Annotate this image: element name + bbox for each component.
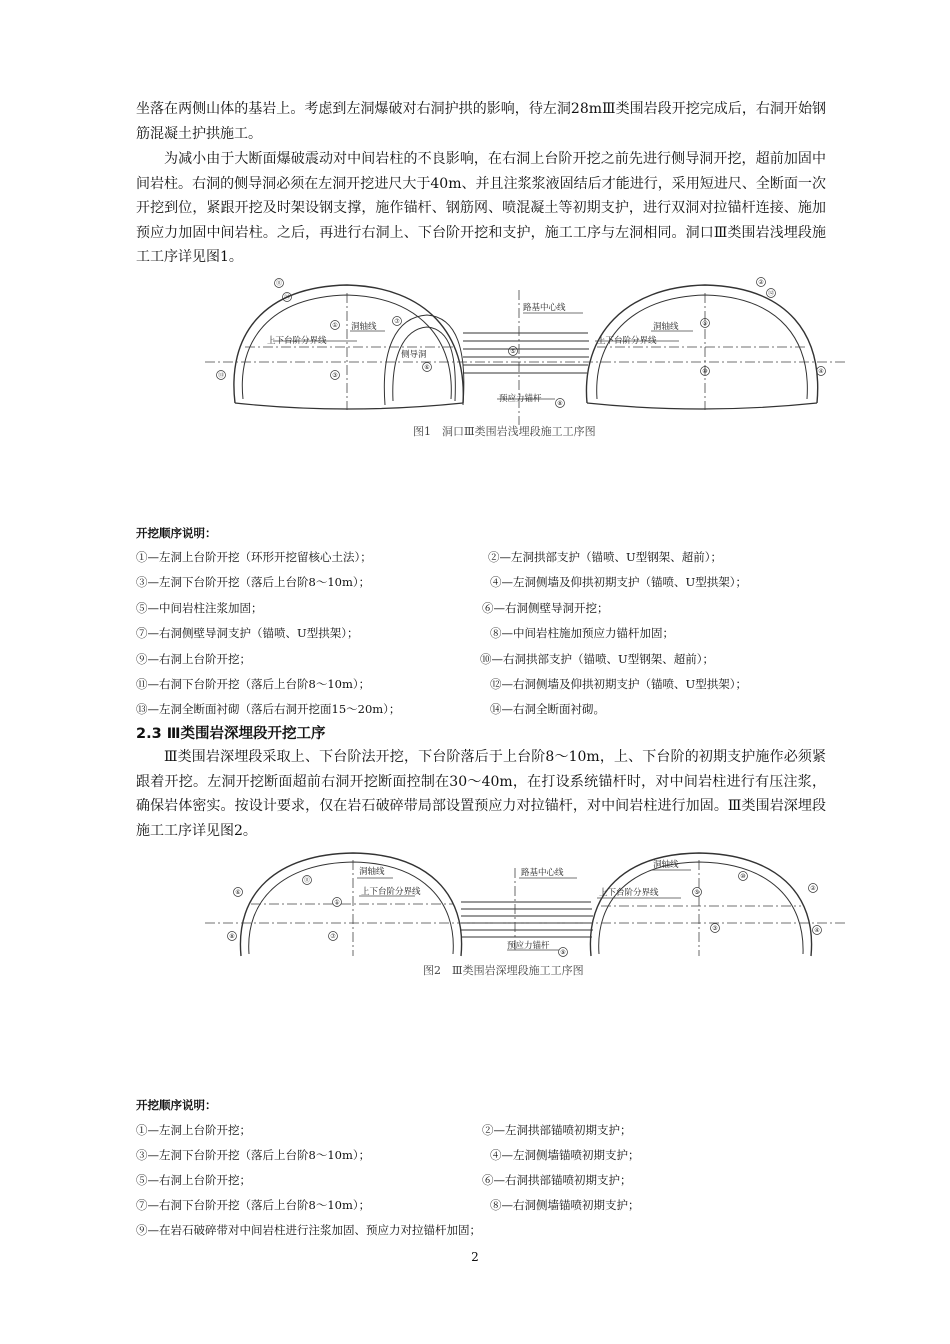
figure-1 bbox=[205, 275, 845, 445]
marker-3: ③ bbox=[332, 372, 338, 379]
marker-5: ⑤ bbox=[510, 348, 516, 355]
seq1-row-1: ①—左洞上台阶开挖（环形开挖留核心土法）； ②—左洞拱部支护（锚喷、U型钢架、超前）； bbox=[136, 550, 722, 564]
marker-6: ⑥ bbox=[424, 364, 430, 371]
marker2-10: ⑩ bbox=[740, 873, 746, 880]
marker2-5: ⑤ bbox=[694, 889, 700, 896]
bench-right-label-2: 上下台阶分界线 bbox=[599, 888, 659, 898]
center-line-label-2: 路基中心线 bbox=[521, 868, 564, 878]
marker-1: ① bbox=[332, 322, 338, 329]
seq1-row-5: ⑨—右洞上台阶开挖； ⑩—右洞拱部支护（锚喷、U型钢架、超前）； bbox=[136, 652, 714, 666]
marker-2: ② bbox=[758, 279, 764, 286]
paragraph-continued: 坐落在两侧山体的基岩上。考虑到左洞爆破对右洞护拱的影响，待左洞28mⅢ类围岩段开挖完成后，右洞开始钢筋混凝土护拱施工。 bbox=[136, 101, 826, 142]
figure-2-caption: 图2 Ⅲ类围岩深埋段施工工序图 bbox=[423, 964, 584, 977]
marker2-3: ③ bbox=[712, 925, 718, 932]
marker2-6: ⑥ bbox=[235, 889, 241, 896]
marker2-2: ② bbox=[810, 885, 816, 892]
seq2-row-5: ⑨—在岩石破碎带对中间岩柱进行注浆加固、预应力对拉锚杆加固； bbox=[136, 1223, 481, 1237]
bench-left-label-2: 上下台阶分界线 bbox=[361, 887, 421, 897]
seq2-row-1: ①—左洞上台阶开挖； ②—左洞拱部锚喷初期支护； bbox=[136, 1123, 632, 1137]
side-drift-label: 侧导洞 bbox=[401, 350, 427, 360]
marker2-11: ⑪ bbox=[303, 877, 311, 884]
anchor-label-2: 预应力锚杆 bbox=[507, 941, 550, 951]
bench-left-label: 上下台阶分界线 bbox=[267, 336, 327, 346]
seq1-row-3: ⑤—中间岩柱注浆加固； ⑥—右洞侧壁导洞开挖； bbox=[136, 601, 609, 615]
sequence-2-title: 开挖顺序说明： bbox=[136, 1098, 217, 1112]
figure-1-drawing bbox=[205, 275, 845, 445]
seq2-row-2: ③—左洞下台阶开挖（落后上台阶8～10m）； ④—左洞侧墙锚喷初期支护； bbox=[136, 1148, 640, 1162]
bench-right-label: 上下台阶分界线 bbox=[597, 336, 657, 346]
marker-12: ⑫ bbox=[767, 290, 775, 297]
anchor-label: 预应力锚杆 bbox=[499, 394, 542, 404]
seq1-row-7: ⑬—左洞全断面衬砌（落后右洞开挖面15～20m）； ⑭—右洞全断面衬砌。 bbox=[136, 702, 605, 716]
marker-9: ⑨ bbox=[702, 320, 708, 327]
axis-right-label-2: 洞轴线 bbox=[653, 860, 679, 870]
marker2-7: ⑦ bbox=[330, 933, 336, 940]
marker-4b: ④ bbox=[818, 368, 824, 375]
marker-14: ⑪ bbox=[275, 280, 283, 287]
seq1-row-6: ⑪—右洞下台阶开挖（落后上台阶8～10m）； ⑫—右洞侧墙及仰拱初期支护（锚喷、U型拱架）； bbox=[136, 677, 747, 691]
seq2-row-4: ⑦—右洞下台阶开挖（落后上台阶8～10m）； ⑧—右洞侧墙锚喷初期支护； bbox=[136, 1198, 640, 1212]
figure-2-drawing bbox=[205, 848, 845, 984]
marker-10: ⑩ bbox=[702, 368, 708, 375]
marker2-8: ⑧ bbox=[229, 933, 235, 940]
marker-8: ⑧ bbox=[557, 400, 563, 407]
marker-7: ⑦ bbox=[394, 318, 400, 325]
marker-13: ⑭ bbox=[283, 294, 291, 301]
marker2-4: ④ bbox=[814, 927, 820, 934]
axis-left-label-2: 洞轴线 bbox=[359, 867, 385, 877]
paragraph-deep-section: Ⅲ类围岩深埋段采取上、下台阶法开挖，下台阶落后于上台阶8～10m，上、下台阶的初期支护施作必须紧跟着开挖。左洞开挖断面超前右洞开挖断面控制在30～40m，在打设系统锚杆时，对中间岩柱进行有压注浆，确保岩体密实。按设计要求，仅在岩石破碎带局部设置预应力对拉锚杆，对中间岩柱进行加固。Ⅲ类围岩深埋段施工工序详见图2。 bbox=[136, 749, 826, 839]
marker-4: ⑬ bbox=[217, 372, 225, 379]
axis-left-label: 洞轴线 bbox=[351, 322, 377, 332]
section-heading: 2.3 Ⅲ类围岩深埋段开挖工序 bbox=[136, 726, 326, 742]
paragraph-side-drift: 为减小由于大断面爆破震动对中间岩柱的不良影响，在右洞上台阶开挖之前先进行侧导洞开挖，超前加固中间岩柱。右洞的侧导洞必须在左洞开挖进尺大于40m、并且注浆浆液固结后才能进行，采用短进尺、全断面一次开挖到位，紧跟开挖及时架设钢支撑，施作锚杆、钢筋网、喷混凝土等初期支护，进行双洞对拉锚杆连接、施加预应力加固中间岩柱。之后，再进行右洞上、下台阶开挖和支护，施工工序与左洞相同。洞口Ⅲ类围岩浅埋段施工工序详见图1。 bbox=[136, 151, 826, 265]
seq1-row-4: ⑦—右洞侧壁导洞支护（锚喷、U型拱架）； ⑧—中间岩柱施加预应力锚杆加固； bbox=[136, 626, 674, 640]
seq1-row-2: ③—左洞下台阶开挖（落后上台阶8～10m）； ④—左洞侧墙及仰拱初期支护（锚喷、U型拱架）； bbox=[136, 575, 747, 589]
seq2-row-3: ⑤—右洞上台阶开挖； ⑥—右洞拱部锚喷初期支护； bbox=[136, 1173, 632, 1187]
marker2-1: ① bbox=[334, 899, 340, 906]
page-number: 2 bbox=[471, 1250, 479, 1264]
axis-right-label: 洞轴线 bbox=[653, 322, 679, 332]
figure-1-caption: 图1 洞口Ⅲ类围岩浅埋段施工工序图 bbox=[413, 425, 596, 438]
sequence-1-title: 开挖顺序说明： bbox=[136, 526, 217, 540]
center-line-label: 路基中心线 bbox=[523, 303, 566, 313]
marker2-9: ⑨ bbox=[560, 949, 566, 956]
figure-2 bbox=[205, 848, 845, 984]
